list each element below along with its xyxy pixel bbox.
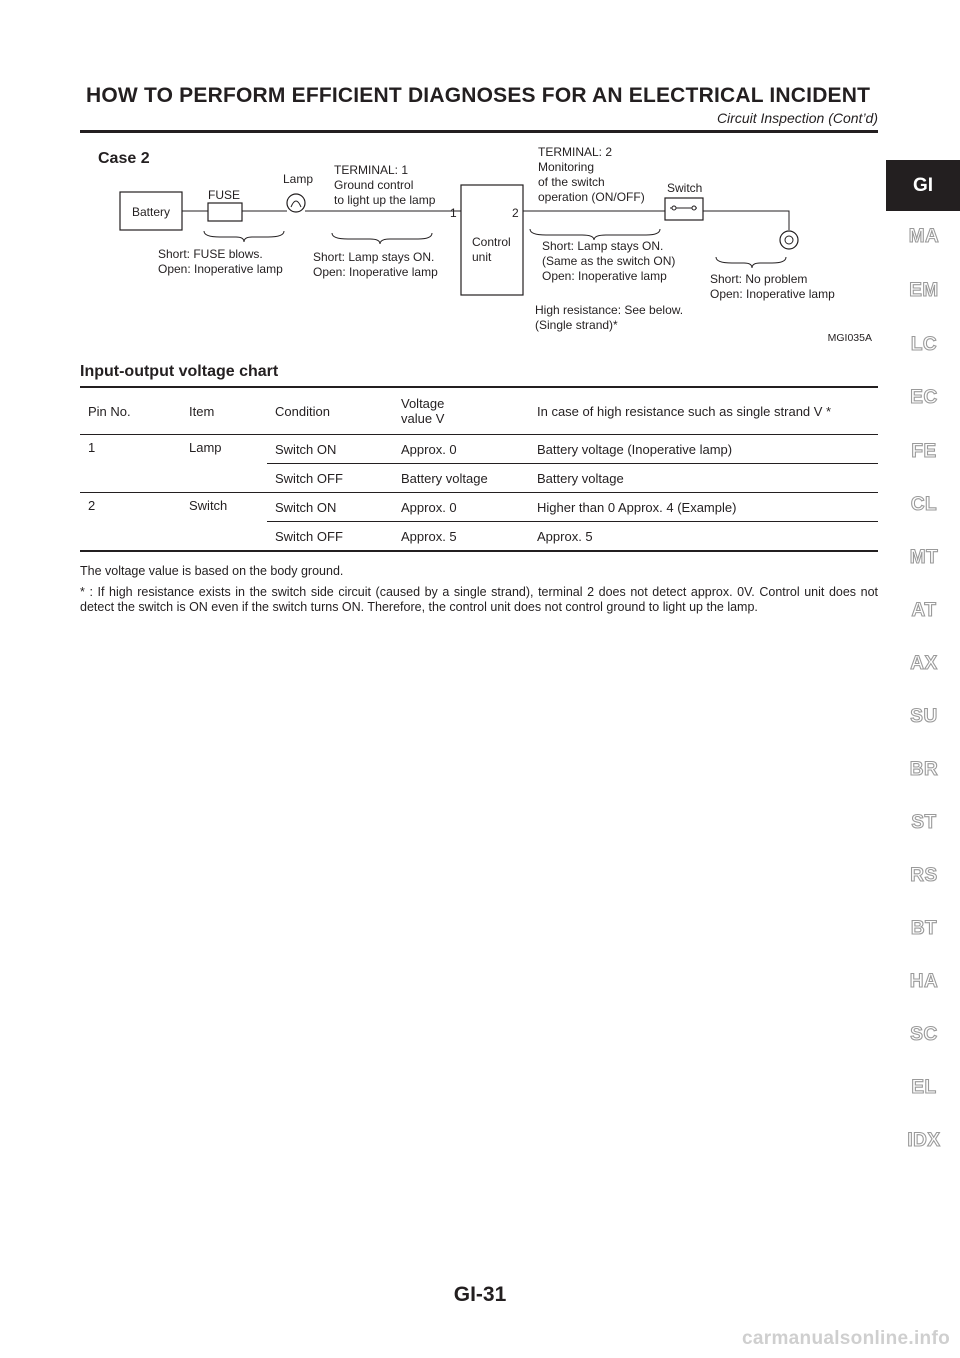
lamp-note-line-1: Short: Lamp stays ON. xyxy=(313,250,435,264)
brace-ground-icon xyxy=(716,257,786,268)
cell-voltage: Battery voltage xyxy=(393,464,529,493)
cell-pin: 2 xyxy=(80,493,181,552)
table-row xyxy=(80,493,878,522)
resistance-note xyxy=(535,303,686,332)
header-voltage: Voltage value V xyxy=(401,396,445,426)
page-number: GI-31 xyxy=(453,1283,507,1306)
ground-center-icon xyxy=(785,236,793,244)
header-rule xyxy=(80,130,878,133)
ground-note-line-1: Short: No problem xyxy=(710,272,808,286)
sidebar-item-el[interactable]: EL xyxy=(911,1077,937,1098)
section-title: Input-output voltage chart xyxy=(80,363,279,380)
fuse-note-line-2: Open: Inoperative lamp xyxy=(158,262,283,276)
cell-voltage: Approx. 5 xyxy=(393,522,529,552)
pin-1-label: 1 xyxy=(450,206,457,220)
cell-high-resistance: Battery voltage (Inoperative lamp) xyxy=(537,441,733,457)
switch-box xyxy=(665,198,703,220)
circuit-diagram xyxy=(80,137,880,352)
cell-condition: Switch ON xyxy=(275,441,337,457)
note-body-ground: The voltage value is based on the body ground. xyxy=(80,564,344,578)
sidebar-tab-active[interactable]: GI xyxy=(886,160,960,211)
note-high-resistance: * : If high resistance exists in the switch side circuit (caused by a single strand), terminal 2 does not detect approx. 0V. Control unit does not detect the switch is ON even if the switch turns ON. Therefore, the control unit does not control ground to light up the lamp. xyxy=(80,585,878,614)
sidebar-item-sc[interactable]: SC xyxy=(910,1024,938,1045)
wire-switch-ground xyxy=(703,211,789,230)
terminal2-line-4: operation (ON/OFF) xyxy=(538,190,645,204)
brace-lamp-icon xyxy=(332,233,432,244)
table-header-row xyxy=(80,387,878,435)
cell-item: Lamp xyxy=(189,440,222,455)
voltage-chart xyxy=(80,386,878,552)
control-unit-label xyxy=(472,235,514,264)
header-item: Item xyxy=(189,403,215,419)
cell-item: Switch xyxy=(181,493,267,552)
switch-pin-left-icon xyxy=(672,206,676,210)
terminal2-line-2: Monitoring xyxy=(538,160,595,174)
terminal1-line-2: Ground control xyxy=(334,178,414,192)
ground-note-line-2: Open: Inoperative lamp xyxy=(710,287,835,301)
terminal1-line-1: TERMINAL: 1 xyxy=(334,163,409,177)
switch-note-line-2: (Same as the switch ON) xyxy=(542,254,676,268)
sidebar-item-mt[interactable]: MT xyxy=(909,547,939,568)
fuse-note xyxy=(158,247,283,276)
terminal1-text xyxy=(334,163,436,207)
sidebar-item-bt[interactable]: BT xyxy=(910,918,938,939)
sidebar-item-em[interactable]: EM xyxy=(909,280,939,301)
sidebar-item-at[interactable]: AT xyxy=(911,600,937,621)
cell-high-resistance: Approx. 5 xyxy=(529,522,878,552)
sidebar-item-rs[interactable]: RS xyxy=(910,865,938,886)
case-label: Case 2 xyxy=(98,150,150,167)
table-row xyxy=(80,435,878,464)
notes xyxy=(80,564,878,621)
cell-pin: 1 xyxy=(88,440,96,455)
sidebar-item-ax[interactable]: AX xyxy=(910,653,938,674)
switch-note-line-3: Open: Inoperative lamp xyxy=(542,269,667,283)
lamp-note-line-2: Open: Inoperative lamp xyxy=(313,265,438,279)
switch-note-line-1: Short: Lamp stays ON. xyxy=(542,239,664,253)
figure-code: MGI035A xyxy=(827,332,872,344)
ground-icon xyxy=(780,231,798,249)
watermark: carmanualsonline.info xyxy=(742,1328,950,1349)
sidebar-item-su[interactable]: SU xyxy=(910,706,938,727)
circuit-diagram-svg xyxy=(80,137,880,347)
terminal2-line-1: TERMINAL: 2 xyxy=(538,145,613,159)
switch-label: Switch xyxy=(667,181,703,195)
cell-condition: Switch OFF xyxy=(267,522,393,552)
resistance-note-line-1: High resistance: See below. xyxy=(535,303,684,317)
sidebar-item-ma[interactable]: MA xyxy=(908,226,940,247)
cell-condition: Switch ON xyxy=(267,493,393,522)
battery-label: Battery xyxy=(131,205,171,219)
page-title: HOW TO PERFORM EFFICIENT DIAGNOSES FOR AN ELECTRICAL INCIDENT xyxy=(86,84,871,107)
terminal2-line-3: of the switch xyxy=(538,175,605,189)
sidebar-item-lc[interactable]: LC xyxy=(910,334,938,355)
cell-voltage: Approx. 0 xyxy=(401,441,457,457)
lamp-filament-icon xyxy=(291,201,301,207)
switch-pin-right-icon xyxy=(692,206,696,210)
header-condition: Condition xyxy=(275,403,330,419)
cell-high-resistance: Battery voltage xyxy=(529,464,878,493)
sidebar-item-ec[interactable]: EC xyxy=(910,387,938,408)
fuse-box xyxy=(208,203,242,221)
terminal1-line-3: to light up the lamp xyxy=(334,193,436,207)
control-unit-line-1: Control xyxy=(472,235,511,249)
cell-condition: Switch OFF xyxy=(267,464,393,493)
lamp-icon xyxy=(287,194,305,212)
page-subtitle: Circuit Inspection (Cont’d) xyxy=(716,110,878,126)
header-high-resistance: In case of high resistance such as single strand V * xyxy=(537,403,832,419)
sidebar-item-idx[interactable]: IDX xyxy=(907,1130,941,1151)
sidebar-item-ha[interactable]: HA xyxy=(909,971,939,992)
sidebar-item-br[interactable]: BR xyxy=(909,759,939,780)
lamp-label: Lamp xyxy=(283,172,314,186)
lamp-note xyxy=(313,250,438,279)
sidebar-item-st[interactable]: ST xyxy=(911,812,937,833)
cell-voltage: Approx. 0 xyxy=(393,493,529,522)
header-pin: Pin No. xyxy=(88,403,131,419)
pin-2-label: 2 xyxy=(512,206,519,220)
voltage-table xyxy=(80,386,878,552)
fuse-note-line-1: Short: FUSE blows. xyxy=(158,247,263,261)
brace-fuse-icon xyxy=(204,231,284,242)
sidebar-item-fe[interactable]: FE xyxy=(911,441,937,462)
switch-note xyxy=(542,239,679,283)
fuse-label: FUSE xyxy=(208,188,241,202)
terminal2-text xyxy=(538,145,645,204)
ground-note xyxy=(710,272,835,301)
cell-high-resistance: Higher than 0 Approx. 4 (Example) xyxy=(529,493,878,522)
sidebar-item-cl[interactable]: CL xyxy=(910,494,938,515)
resistance-note-line-2: (Single strand)* xyxy=(535,318,618,332)
control-unit-line-2: unit xyxy=(472,250,492,264)
